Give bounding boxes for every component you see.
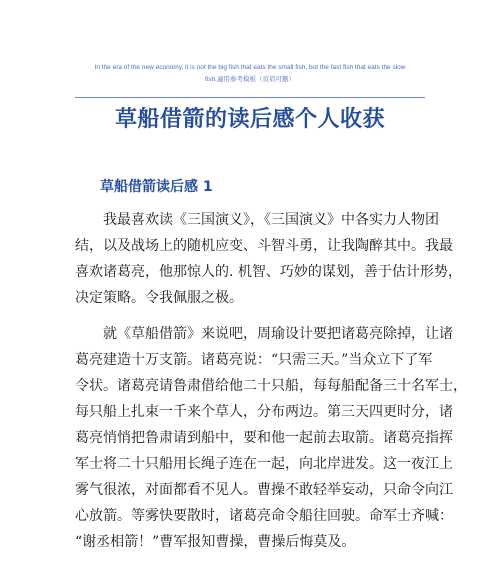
document-title: 草船借箭的读后感个人收获 <box>114 107 385 132</box>
header-divider <box>75 97 425 98</box>
paragraph-line: 我最喜欢读《三国演义》，《三国演义》中各实力人物团 <box>103 212 439 228</box>
paragraph-line: 决定策略。令我佩服之极。 <box>75 290 243 306</box>
paragraph-line: 葛亮悄悄把鲁肃请到船中，要和他一起前去取箭。诸葛亮指挥 <box>75 430 453 446</box>
header-line-1: In the era of the new economy, it is not the big fish that eats the small fish, but the fast fish that eats the slow <box>94 64 406 71</box>
paragraph-line: 心放箭。等雾快要散时，诸葛亮命令船往回驶。命军士齐喊： <box>75 508 453 524</box>
paragraph-line: “谢丞相箭！”曹军报知曹操，曹操后悔莫及。 <box>75 534 356 550</box>
section-heading: 草船借箭读后感 1 <box>100 179 213 195</box>
paragraph-line: 令状。诸葛亮请鲁肃借给他二十只船，每每船配备三十名军士， <box>75 378 467 394</box>
paragraph-line: 军士将二十只船用长绳子连在一起，向北岸进发。这一夜江上 <box>75 456 453 472</box>
paragraph-2 <box>75 321 467 555</box>
paragraph-line: 葛亮建造十万支箭。诸葛亮说：“只需三天。”当众立下了军 <box>75 352 433 368</box>
paragraph-line: 就《草船借箭》来说吧，周瑜设计要把诸葛亮除掉，让诸 <box>103 326 453 342</box>
paragraph-line: 每只船上扎束一千来个草人，分布两边。第三天四更时分，诸 <box>75 404 453 420</box>
paragraph-line: 喜欢诸葛亮，他那惊人的. 机智、巧妙的谋划，善于估计形势， <box>75 264 462 280</box>
paragraph-line: 结，以及战场上的随机应变、斗智斗勇，让我陶醉其中。我最 <box>75 238 453 254</box>
paragraph-1 <box>75 207 462 311</box>
paragraph-line: 雾气很浓，对面都看不见人。曹操不敢轻举妄动，只命令向江 <box>75 482 453 498</box>
page-header <box>70 62 430 86</box>
header-line-2: fish.適用参考模板（页眉可删） <box>205 76 295 83</box>
